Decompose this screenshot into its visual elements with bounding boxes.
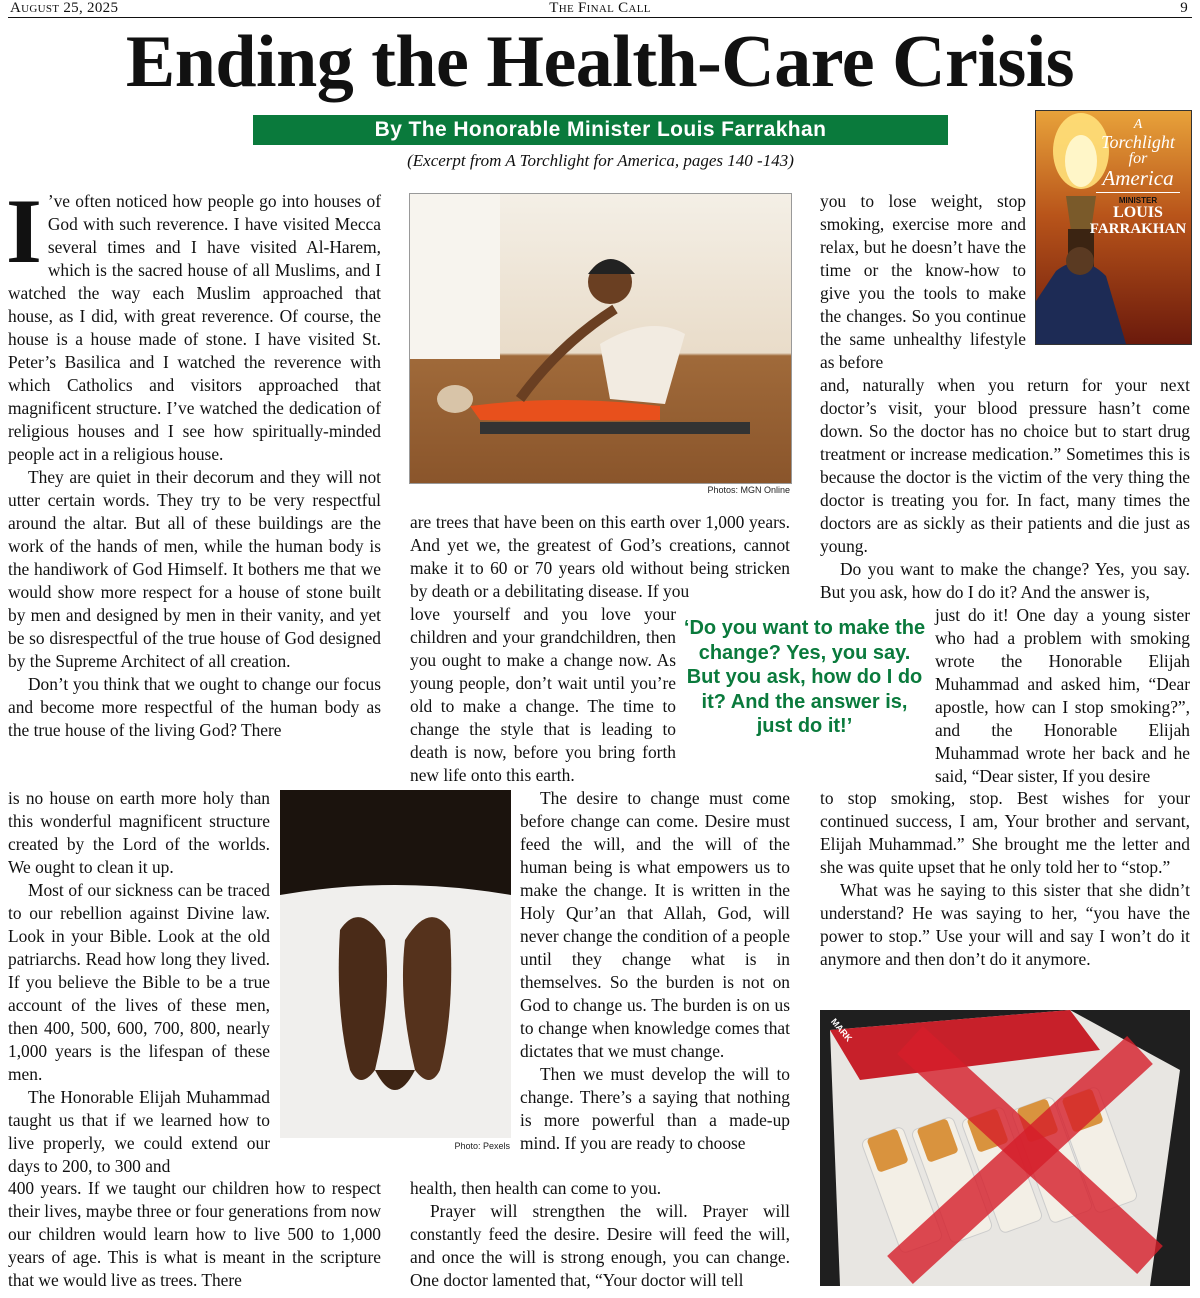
paragraph: Do you want to make the change? Yes, you say. But you ask, how do I do it? And the answer is, [820,559,1190,602]
column-2-bottom [410,1177,790,1292]
column-3-top [820,190,1026,374]
paragraph: They are quiet in their decorum and they will not utter certain words. They try to be very respectful around the altar. But all of these buildings are the work of the hands of men, while the human body is the handiwork of God Himself. It bothers me that we would show more respect for a house of stone built by men and designed by men in their vanity, and yet be so disrespectful of the true house of God designed by the Supreme Architect of all creation. [8,467,381,671]
paragraph: and, naturally when you return for your next doctor’s visit, your blood pressure hasn’t come down. So the doctor has no choice but to start drug treatment or increase medication.” Sometimes this is because the doctor is the victim of the very thing the doctor is treating you for. In fact, many times the doctors are as sickly as their patients and die just as young. [820,375,1190,556]
book-cover-image: A Torchlight for America MINISTER LOUIS FARRAKHAN [1035,110,1192,345]
drop-cap: I [6,180,42,282]
paragraph: are trees that have been on this earth over 1,000 years. And yet we, the greatest of God’s creations, cannot make it to 60 or 70 years old without being stricken by death or a debilitating disease. If you [410,512,790,601]
newspaper-name: The Final Call [549,0,651,16]
paragraph: ’ve often noticed how people go into houses of God with such reverence. I have visited Mecca several times and I have visited Al-Harem, which is the sacred house of all Muslims, and I watched the way each Muslim approached that house, as I did, with great reverence. Of course, the house is a house made of stone. I have visited St. Peter’s Basilica and I watched the reverence with which Catholics and visitors approached that magnificent structure. I’ve watched the dedication of religious houses and I see how spiritually-minded people act in a religious house. [8,191,381,464]
photo-credit-hands: Photo: Pexels [454,1141,510,1151]
column-2-wrap [410,603,676,787]
headline: Ending the Health-Care Crisis [125,21,1075,103]
cigarette-pack-photo [820,1010,1190,1286]
paragraph: to stop smoking, stop. Best wishes for your continued success, I am, Your brother and servant, Elijah Muhammad.” She brought me the letter and she was quite upset that he only told her to “stop.” [820,788,1190,877]
column-1-middle [8,787,270,1178]
column-2-top [410,511,790,603]
page-number: 9 [1180,0,1188,16]
photo-credit-yoga: Photos: MGN Online [707,485,790,495]
column-1-bottom [8,1177,381,1292]
pack-brand-text: MARK [828,1016,855,1044]
paragraph: love yourself and you love your children and your grandchildren, then you ought to make a change now. As young people, don’t wait until you’re old to make a change. The time to change the style that is leading to death is now, before you bring forth new life onto this earth. [410,604,676,785]
praying-hands-photo [280,790,511,1138]
column-3-wrap [935,604,1190,788]
paragraph: 400 years. If we taught our children how to respect their lives, maybe three or four generations from now our children would learn how to live 500 to 1,000 years of age. This is what is meant in the scripture that we would live as trees. There [8,1178,381,1290]
paragraph: health, then health can come to you. [410,1178,662,1198]
paragraph: The desire to change must come before change can come. Desire must feed the will, and the will of the human being is what empowers us to make the change. It is written in the Holy Qur’an that Allah, God, will never change the condition of a people until they change what is in themselves. So the burden is not on God to change us. The burden is on us to change when knowledge comes that dictates that we must change. [520,788,790,1061]
yoga-stretch-photo [409,193,792,484]
pull-quote: ‘Do you want to make the change? Yes, you say. But you ask, how do I do it? And the answer is, just do it!’ [683,617,926,737]
paragraph: Prayer will strengthen the will. Prayer will constantly feed the desire. Desire will feed the will, and once the will is strong enough, you can change. One doctor lamented that, “Your doctor will tell [410,1201,790,1290]
column-1-top [6,180,381,742]
paragraph: just do it! One day a young sister who had a problem with smoking wrote the Honorable Elijah Muhammad and asked him, “Dear apostle, how can I stop smoking?”, and the Honorable Elijah Muhammad wrote her back and he said, “Dear sister, If you desire [935,605,1190,786]
issue-date: August 25, 2025 [10,0,119,16]
column-2-middle [520,787,790,1155]
paragraph: you to lose weight, stop smoking, exercise more and relax, but he doesn’t have the time or the know-how to give you the tools to make the changes. So you continue the same unhealthy lifestyle as before [820,191,1026,372]
paragraph: The Honorable Elijah Muhammad taught us that if we learned how to live properly, we could extend our days to 200, to 300 and [8,1087,270,1176]
paragraph: Then we must develop the will to change. There’s a saying that nothing is more powerful than a made-up mind. If you are ready to choose [520,1064,790,1153]
paragraph: What was he saying to this sister that she didn’t understand? He was saying to her, “you have the power to stop.” Use your will and say I won’t do it anymore and then don’t do it anymore. [820,880,1190,969]
paragraph: Don’t you think that we ought to change our focus and become more respectful of the human body as the true house of the living God? There [8,674,381,740]
paragraph: Most of our sickness can be traced to our rebellion against Divine law. Look in your Bible. Look at the old patriarchs. Read how long they lived. If you believe the Bible to be a true account of the lives of these men, then 400, 500, 600, 700, 800, nearly 1,000 years is the lifespan of these men. [8,880,270,1084]
column-3-bottom [820,787,1190,971]
column-3-middle [820,374,1190,604]
excerpt-note: (Excerpt from A Torchlight for America, pages 140 -143) [407,151,794,170]
byline-banner: By The Honorable Minister Louis Farrakhan [253,115,948,145]
paragraph: is no house on earth more holy than this wonderful magnificent structure created by the Lord of the worlds. We ought to clean it up. [8,788,270,877]
header-rule [8,17,1192,18]
